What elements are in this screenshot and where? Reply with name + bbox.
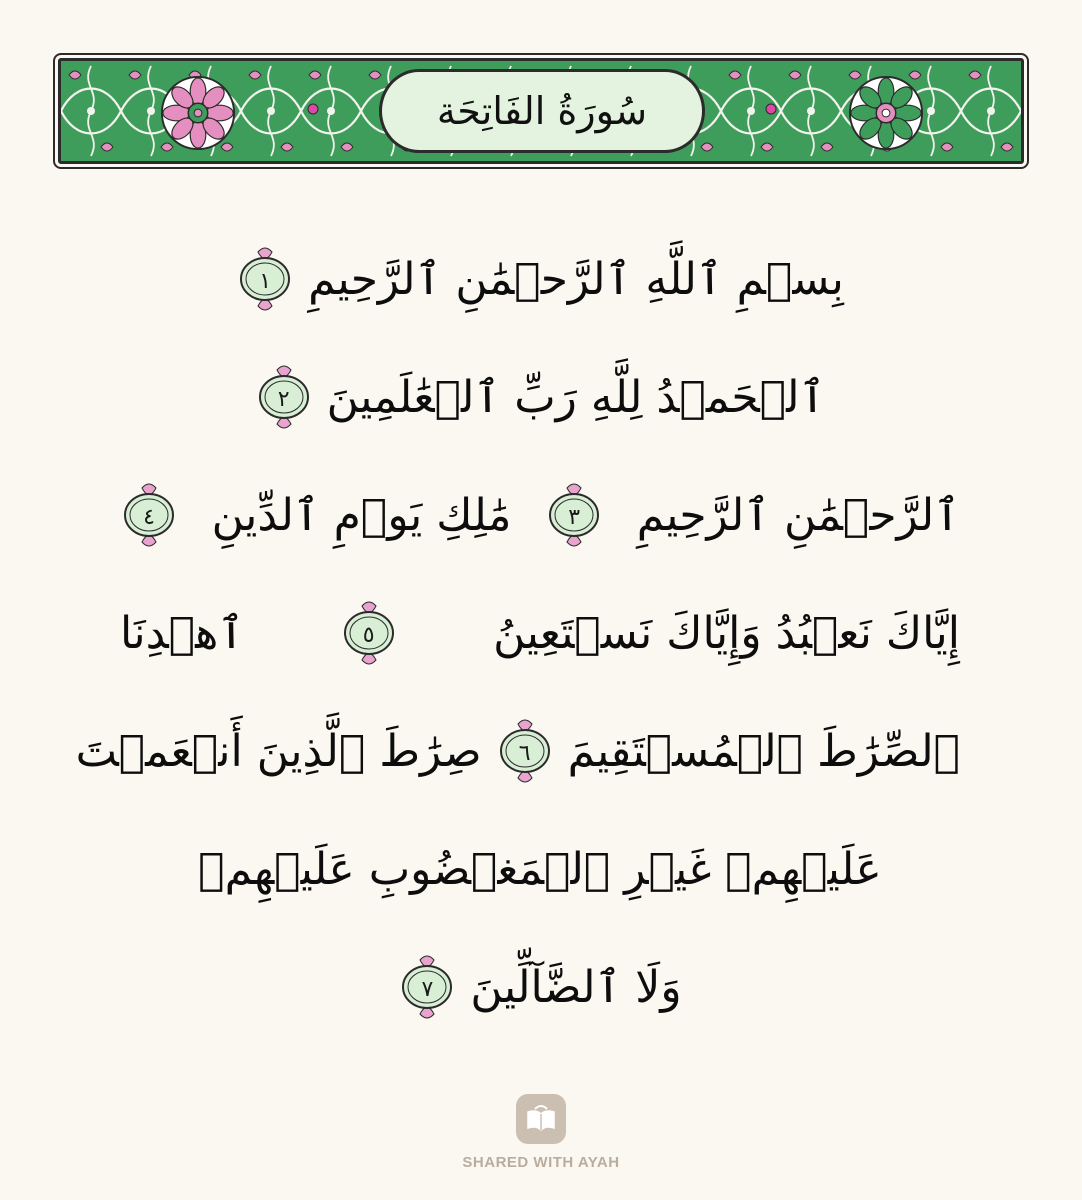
verse-text: ٱلصِّرَٰطَ ٱلۡمُسۡتَقِيمَ (567, 725, 960, 777)
ayah-marker-2 (255, 362, 313, 432)
ayah-number: ٢ (277, 386, 290, 412)
ayah-number: ١ (259, 268, 272, 294)
verse-text: وَلَا ٱلضَّآلِّينَ (470, 961, 682, 1013)
verse-text: عَلَيۡهِمۡ غَيۡرِ ٱلۡمَغۡضُوبِ عَلَيۡهِمۡ (198, 843, 882, 895)
left-dot-ornament (307, 103, 319, 115)
verse-text: صِرَٰطَ ٱلَّذِينَ أَنۡعَمۡتَ (75, 725, 482, 777)
ayah-marker-5 (340, 598, 398, 668)
ayah-number: ٦ (518, 740, 531, 766)
verse-line-6 (120, 810, 960, 928)
verse-text: مَٰلِكِ يَوۡمِ ٱلدِّينِ (211, 489, 512, 541)
surah-title-cartouche (379, 69, 705, 153)
ayah-marker-4 (120, 480, 178, 550)
right-dot-ornament (765, 103, 777, 115)
ayah-number: ٥ (362, 622, 375, 648)
verse-line-2 (120, 338, 960, 456)
right-rosette-ornament (847, 74, 925, 152)
open-book-icon (524, 1104, 558, 1134)
ayah-number: ٣ (568, 504, 581, 530)
shared-with-label: SHARED WITH AYAH (462, 1154, 620, 1171)
verse-line-3 (120, 456, 960, 574)
ayah-number: ٧ (421, 976, 434, 1002)
verse-line-4 (120, 574, 960, 692)
verses-block (75, 220, 960, 1046)
verse-line-1 (120, 220, 960, 338)
quran-book-icon[interactable] (516, 1094, 566, 1144)
left-rosette-ornament (159, 74, 237, 152)
ayah-marker-3 (545, 480, 603, 550)
verse-text: بِسۡمِ ٱللَّهِ ٱلرَّحۡمَٰنِ ٱلرَّحِيمِ (308, 253, 844, 305)
ayah-marker-1 (236, 244, 294, 314)
verse-text: إِيَّاكَ نَعۡبُدُ وَإِيَّاكَ نَسۡتَعِينُ (493, 607, 960, 659)
ayah-marker-6 (496, 716, 554, 786)
surah-header-banner (58, 58, 1024, 164)
ayah-number: ٤ (143, 504, 155, 530)
verse-text: ٱلرَّحۡمَٰنِ ٱلرَّحِيمِ (636, 489, 960, 541)
verse-text: ٱهۡدِنَا (120, 607, 245, 659)
verse-line-7 (120, 928, 960, 1046)
ayah-marker-7 (398, 952, 456, 1022)
surah-title: سُورَةُ الفَاتِحَة (436, 89, 648, 133)
verse-text: ٱلۡحَمۡدُ لِلَّهِ رَبِّ ٱلۡعَٰلَمِينَ (326, 371, 826, 423)
verse-line-5 (75, 692, 960, 810)
